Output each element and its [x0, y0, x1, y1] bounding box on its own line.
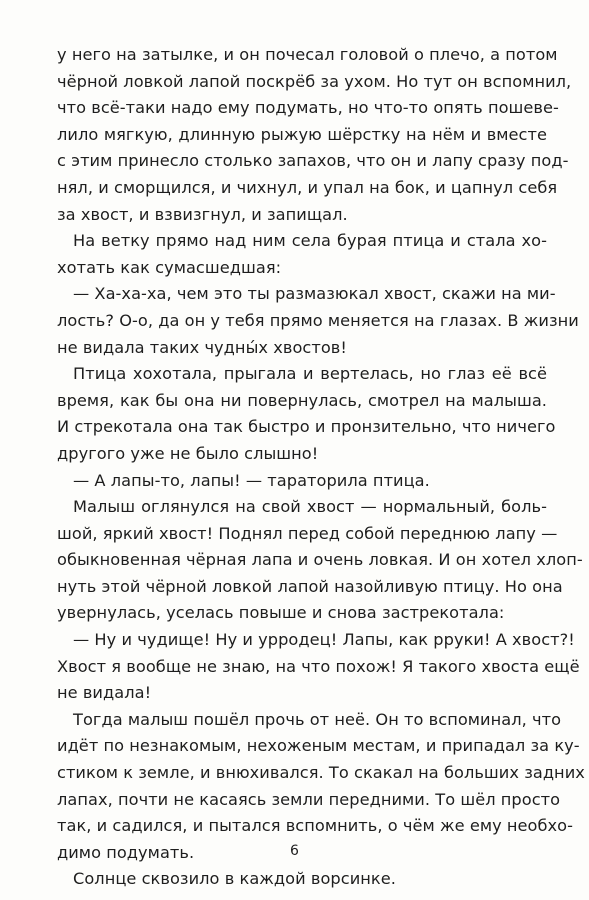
text-line: На ветку прямо над ним села бурая птица и стала хо- [73, 231, 547, 251]
text-line: чёрной ловкой лапой поскрёб за ухом. Но тут он вспомнил, [57, 71, 572, 91]
text-line: Солнце сквозило в каждой ворсинке. [73, 869, 396, 889]
text-line: димо подумать. [57, 842, 195, 862]
text-line: с этим принесло столько запахов, что он и лапу сразу под- [57, 151, 569, 171]
text-line: хотать как сумасшедшая: [57, 257, 282, 277]
text-line: не видала! [57, 683, 152, 703]
body-text [57, 42, 585, 893]
text-line: что всё-таки надо ему подумать, но что-то опять пошеве- [57, 98, 559, 118]
text-line: Хвост я вообще не знаю, на что похож! Я такого хвоста ещё [57, 656, 580, 676]
text-line: так, и садился, и пытался вспомнить, о чём же ему необхо- [57, 816, 574, 836]
text-line: увернулась, уселась повыше и снова застрекотала: [57, 603, 505, 623]
text-line: стиком к земле, и внюхивался. То скакал на больших задних [57, 763, 585, 783]
text-line: лило мягкую, длинную рыжую шёрстку на нём и вместе [57, 124, 547, 144]
text-line: время, как бы она ни повернулась, смотрел на малыша. [57, 390, 547, 410]
text-line: Тогда малыш пошёл прочь от неё. Он то вспоминал, что [73, 709, 562, 729]
text-line: Птица хохотала, прыгала и вертелась, но глаз её всё [73, 364, 547, 384]
text-line: за хвост, и взвизгнул, и запищал. [57, 204, 348, 224]
text-line: Малыш оглянулся на свой хвост — нормальный, боль- [73, 497, 547, 517]
text-line: лапах, почти не касаясь земли передними. То шёл просто [57, 789, 561, 809]
text-line: шой, яркий хвост! Поднял перед собой переднюю лапу — [57, 523, 558, 543]
text-line: — Ха-ха-ха, чем это ты размазюкал хвост, скажи на ми- [73, 284, 556, 304]
text-line: другого уже не было слышно! [57, 443, 319, 463]
text-line: нуть этой чёрной ловкой лапой назойливую птицу. Но она [57, 576, 563, 596]
text-line: обыкновенная чёрная лапа и очень ловкая. И он хотел хлоп- [57, 550, 583, 570]
text-line: у него на затылке, и он почесал головой о плечо, а потом [57, 45, 558, 64]
text-line: И стрекотала она так быстро и пронзительно, что ничего [57, 417, 556, 437]
text-line: нял, и сморщился, и чихнул, и упал на бок, и цапнул себя [57, 177, 558, 197]
text-line: не видала таких чудны́х хвостов! [57, 337, 347, 357]
text-line: идёт по незнакомым, нехоженым местам, и припадал за ку- [57, 736, 580, 756]
text-line: лость? О-о, да он у тебя прямо меняется на глазах. В жизни [57, 310, 579, 330]
page-number: 6 [290, 843, 299, 859]
text-line: — А лапы-то, лапы! — тараторила птица. [73, 470, 430, 490]
text-line: — Ну и чудище! Ну и урродец! Лапы, как рруки! А хвост?! [73, 630, 575, 650]
